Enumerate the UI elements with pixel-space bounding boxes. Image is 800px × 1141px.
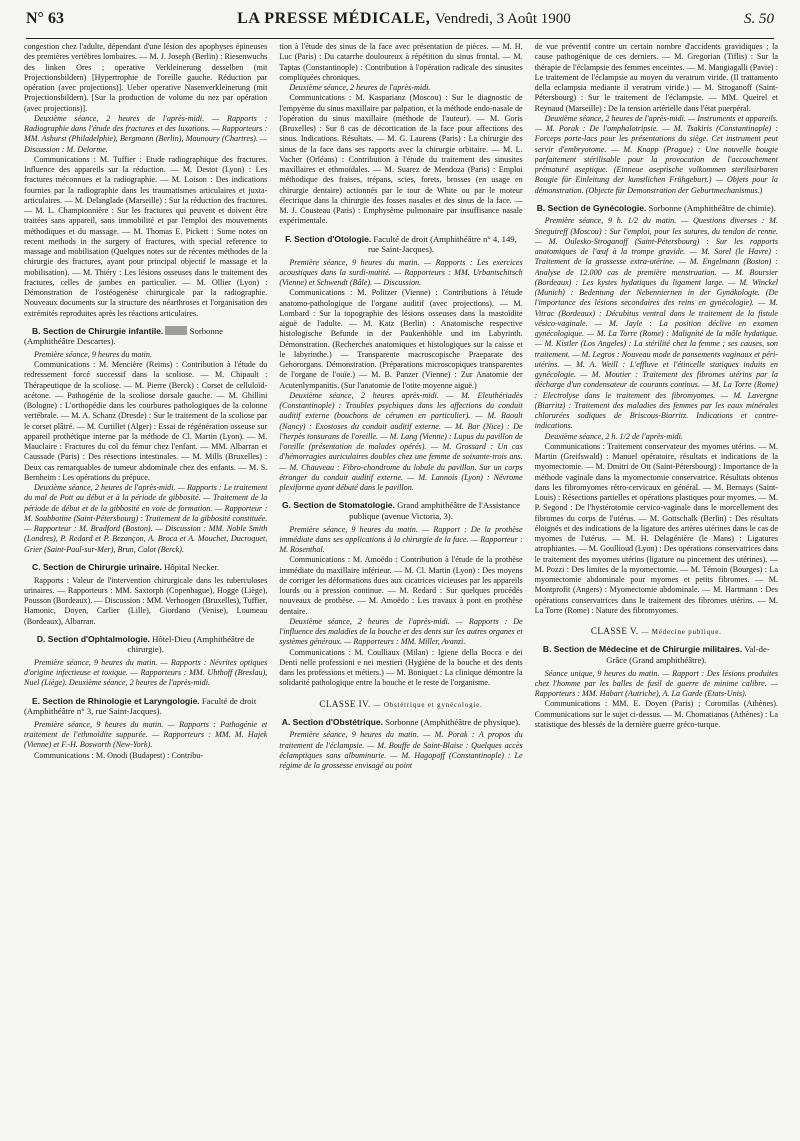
session-paragraph: Deuxième séance, 2 heures de l'après-midi. — Instruments et appareils. — M. Porak : De l'omphalotripsie. — M. Tsakiris (Constantinople) : Forceps porte-lacs pour les présentations du siège. Cet instrument peut servir d'embryotome. — M. Knapp (Prague) : Une nouvelle bougie parfaitement stérilisable pour la provocation de l'accouchement prématuré aseptique. (Einneue aseptische volkommen sterilisirbaren Bougie für Einleitung der kunstlichen Frühgeburt.) — Objets pour la démonstration. (Objecte für Demonstration der Geburtmechanismus.): [534, 113, 778, 195]
section-heading: [279, 717, 522, 728]
page-header: [26, 10, 774, 39]
session-paragraph: Première séance, 9 heures du matin. — M. Porak : A propos du traitement de l'éclampsie. — M. Bouffe de Saint-Blaise : Quelques accès éclamptiques sans albuminurie. — M. Hagopoff (Constantinople) : Le régime de la grossesse envisagé au point: [279, 730, 523, 771]
paragraph: Communications : M. Amoëdo : Contribution à l'étude de la prothèse immédiate du maxillaire inférieur. — M. Cl. Martin (Lyon) : Des moyens de corriger les déformations dues aux cicatrices vicieuses par les appareils lourds ou à pression continue. — M. Redard : Sur quelques procédés nouveaux de prothèse. — M. Amoëdo : Les travaux à pont en prothèse dentaire.: [279, 555, 523, 616]
section-venue: Val-de-Grâce (Grand amphithéâtre).: [606, 644, 770, 665]
column-middle: [279, 42, 522, 1135]
section-venue: Sorbonne (Amphithéâtre de chimie).: [648, 202, 776, 213]
section-title: B. Section de Chirurgie infantile.: [32, 325, 164, 336]
page-folio: S. 50: [744, 11, 774, 27]
column-right: [535, 42, 778, 1135]
section-heading: [279, 234, 522, 255]
class-title: CLASSE V.: [590, 626, 639, 637]
section-heading: [535, 644, 778, 665]
paragraph: Communications : M. Onodi (Budapest) : Contribu-: [34, 750, 204, 760]
section-heading: [24, 562, 267, 573]
section-title: B. Section de Gynécologie.: [536, 202, 647, 213]
section-heading: [24, 696, 267, 717]
section-title: F. Section d'Otologie.: [285, 233, 372, 244]
paragraph: tion à l'étude des sinus de la face avec présentation de pièces. — M. H. Luc (Paris) : Du catarrhe douloureux à répétition du sinus frontal. — M. Taptas (Constantinople) : Contribution à l'opération radicale des sinusites compliquées chroniques.: [279, 42, 523, 82]
journal-title: LA PRESSE MÉDICALE,: [237, 10, 431, 27]
section-venue: Faculté de droit (Amphithéâtre n° 4, 149, rue Saint-Jacques).: [367, 233, 517, 255]
class-subtitle: — Obstétrique et gynécologie.: [373, 700, 483, 709]
session-paragraph: Deuxième séance, 2 heures de l'après-midi. — Rapports : Le traitement du mal de Pott au début et à la période de gibbosité. — Traitement de la période de début et de la gibbosité en voie de formation. — Rapporteur : M. Soubbotine (Saint-Pétersbourg) : Traitement de la gibbosité constituée. — Rapporteur : M. Bradford (Boston). — Discussion : MM. Noble Smith (Londres), P. Redard et P. Bezançon, A. Broca et A. Mouchet, Ducroquet, Grier (Saint-Paul-sur-Mer), Brun, Calot (Berck).: [24, 483, 268, 554]
text-columns: [24, 42, 778, 1135]
session-paragraph: Première séance, 9 heures du matin. — Rapports : Pathogénie et traitement de l'ethmoïdite suppurée. — Rapporteurs : MM. M. Hajek (Vienne) et F.-H. Bosworth (New-York).: [24, 719, 268, 750]
section-title: E. Section de Rhinologie et Laryngologie.: [32, 695, 200, 706]
class-title: CLASSE IV.: [319, 698, 371, 709]
section-heading: [24, 634, 267, 655]
issue-date: Vendredi, 3 Août 1900: [434, 11, 571, 27]
paragraph: Communications : MM. E. Doyen (Paris) ; Coromilas (Athènes). Communications sur le sujet ci-dessus. — M. Chomatianos (Athènes) : La statistique des blessés de la dernière guerre gréco-turque.: [534, 699, 778, 729]
issue-number: N° 63: [26, 10, 64, 27]
section-venue: Faculté de droit (Amphithéâtre n° 3, rue Saint-Jacques).: [24, 695, 257, 717]
session-paragraph: Première séance, 9 heures du matin.: [34, 349, 153, 359]
session-paragraph: Première séance, 9 heures du matin. — Rapport : De la prothèse immédiate dans ses applications à la chirurgie de la face. — Rapporteur : M. Rosenthal.: [279, 524, 523, 555]
section-venue: Sorbonne (Amphithéâtre de physique).: [385, 716, 521, 727]
paragraph: Rapports : Valeur de l'intervention chirurgicale dans les tuberculoses urinaires. — Rapporteurs : MM. Saxtorph (Copenhague), Hogge (Liège), Pousson (Bordeaux). — Discussion : MM. Verhoogen (Bruxelles), Tuffier, Hamonic, Doyen, Carlier (Lille), Giordano (Venise), Loumeau (Bordeaux), Albarran.: [24, 575, 268, 626]
class-heading: [535, 626, 778, 637]
session-paragraph: Séance unique, 9 heures du matin. — Rapport : Des lésions produites chez l'homme par les balles de fusil de guerre de minime calibre. — Rapporteurs : MM. Habart (Autriche), A. La Garde (Etats-Unis).: [534, 668, 778, 699]
section-title: C. Section de Chirurgie urinaire.: [32, 561, 162, 572]
section-title: G. Section de Stomatologie.: [282, 500, 395, 511]
paragraph: Communications : M. Politzer (Vienne) : Contributions à l'étude anatomo-pathologique de l'organe auditif (avec projections). — M. Lombard : Sur la topographie des lésions osseuses dans la mastoïdite aiguë de l'adulte. — M. Katz (Berlin) : Anatomische respective histologische Befunde in der Paukenhöhle und im Labyrinth. Démonstration. (Recherches anatomiques et histologiques sur la caisse et le labyrinthe.) — Transparente macroscopische Praeparate des Gehororgans. Démonstration. (Préparations microscopiques transparentes de l'organe de l'ouïe.) — M. B. Panzer (Vienne) : Zur Anatomie der Acutenlympanitis. (Sur l'anatomie de l'otite moyenne aiguë.): [279, 288, 523, 390]
session-paragraph: Première séance, 9 h. 1/2 du matin. — Questions diverses : M. Sneguireff (Moscou) : Sur l'emploi, pour les sutures, du tendon de renne. — M. Oulesko-Stroganoff (Saint-Pétersbourg) : Sur les rapports anatomiques de l'œuf à la trompe gravide. — M. Sorel (le Havre) : Traitement de la grossesse extra-utérine. — M. Engelmann (Boston) : Analyse de 12.000 cas de première menstruation. — M. Boursier (Bordeaux) : Les kystes hydatiques du ligament large. — M. Winckel (Munich) : Bedentung der Nebenniernen in der Gynäkologie. (De l'importance des lésions secondaires des reins en gynécologie). — M. Vitrac (Bordeaux) : Décubitus ventral dans le traitement de la fistule vésico-vaginale. — M. Jayle : La position déclive en examen gynécologique. — M. La Torre (Rome) : Malignité de la môle hydatique. — M. Kistler (Los Angeles) : La stérilité chez la femme ; ses causes, son traitement. — M. Legros : Nouveau mode de pansements vaginaux et péri-utérins. — M. A. Weill : L'effluve et l'étincelle statiques induits en gynécologie. — M. Moutier : Traitement des fibromes utérins par la décharge d'un condensateur de courants continus. — M. La Torre (Rome) : Electrolyse dans le traitement des fibromyomes. — M. Lavergne (Biarritz) : Traitement des maladies des femmes par les eaux minérales chlorurées sodiques de Briscous-Biarritz. Indications et contre-indications.: [534, 216, 778, 431]
paragraph: Communications : M. Coulliaux (Milan) : Igiene della Bocca e dei Denti nelle professioni e nei mestieri (Hygiène de la bouche et des dents dans les professions et métiers.) — M. Boniquet : La clinique démontre la solidarité pathologique entre la bouche et le reste de l'organisme.: [279, 647, 523, 688]
section-title: D. Section d'Ophtalmologie.: [36, 633, 150, 644]
class-subtitle: — Médecine publique.: [641, 628, 722, 637]
section-heading: [279, 500, 522, 521]
session-paragraph: Première séance, 9 heures du matin. — Rapports : Névrites optiques d'origine infectieuse et toxique. — Rapporteurs : MM. Uhthoff (Breslau), Nuel (Liège). Deuxième séance, 2 heures de l'après-midi.: [24, 657, 268, 688]
paragraph: Communications : M. Tuffier : Etude radiographique des fractures. Influence des appareils sur la réduction. — M. Destot (Lyon) : Les fractures méconnues et la radiographie. — M. Loison : Des indications fournies par la radiographie dans les traumatismes articulaires et juxta-articulaires. — M. Delanglade (Marseille) : Sur la réduction des fractures. — M. L. Championnière : Sur les fractures qui peuvent et doivent être traitées sans appareil, sans immobilité et par l'emploi des mouvements méthodiques et du massage. — M. Thomas E. Pickett : Some notes on recent methods in the surgery of fractures, with special reference to massage and mobilisation (Quelques notes sur de récentes méthodes de la chirurgie des fractures, ayant pour principal objectif le massage et la mobilisation). — M. Thiéry : Les lésions osseuses dans le traitement des fractures, celles de jambes en particulier. — M. Ollier (Lyon) : Démonstration de l'ostéogenèse chirurgicale par la radiographie. Nouveaux documents sur la structure des néarthroses et l'organisation des extrémités reproduites après les réactions articulaires.: [24, 154, 268, 318]
paragraph: Communications : M. Mencière (Reims) : Contribution à l'étude du redressement forcé successif dans la scoliose. — M. Chipault : Thérapeutique de la scoliose. — M. Pierre (Berck) : Corset de celluloïd-acétone. — Pathogénie de la scoliose dorsale gauche. — M. Ghillini (Bologne) : L'orthopédie dans les courbures pathologiques de la colonne vertébrale. — M. A. Schanz (Dresde) : Sur le traitement de la scoliose par le corset plâtré. — M. Curtillet (Alger) : Essai de régénération osseuse sur appareil prothétique interne par la méthode de Cl. Martin (Lyon). — M. Mauclaire : Fractures du col du fémur chez l'enfant. — MM. Albarran et Caussade (Paris) : Des résections intestinales. — M. Mills (Bruxelles) : Deux cas remarquables de tumeur abdominale chez des enfants. — M. S. Bernheim : Les opérations du prépuce.: [24, 360, 268, 482]
column-left: [24, 42, 267, 1135]
section-venue: Hôpital Necker.: [164, 561, 220, 572]
class-heading: [279, 699, 522, 710]
paragraph: congestion chez l'adulte, dépendant d'une lésion des apophyses épineuses des premières vertèbres lombaires. — M. J. Joseph (Berlin) : Riesenwuchs des linken Ores ; operative Verkleinerung desselben (mit Projectionsbildern) [Hypertrophie de l'oreille gauche. Réduction par opération (avec projections)]. Ueber operative Nasenverkleinerung (mit Projectionsbildern). [Sur la production de volume du nez par opération (avec projections)].: [24, 42, 268, 113]
paragraph: Communications : Traitement conservateur des myomes utérins. — M. Martin (Greifswald) : Manuel opératoire, résultats et indications de la myomectomie. — M. Dmitri de Ott (Saint-Pétersbourg) : Importance de la méthode vaginale dans la myomectomie conservatrice. Résultats obtenus dans les fibromyomes rétro-cervicaux en général. — M. Bernays (Saint-Louis) : Résections partielles et opérations plastiques pour myomes. — M. P. Segond : De l'hystérotomie cervico-vaginale dans le morcellement des fibromes du corps de l'utérus. — M. Gottschalk (Berlin) : Des résultats éloignés et des indications de la ligature des artères utérines dans le cas de myomes de l'utérus. — M. H. Delagénière (le Mans) : Ligatures atrophiantes. — M. Goullioud (Lyon) : Des opérations conservatrices dans le traitement des myomes utérins (ligature ou pincement des utérines). — M. Pozzi : Des limites de la myomectomie. — M. Témoin (Bourges) : La myomectomie abdominale pour myomes et petits fibromes. — M. Montprofit (Angers) : Myomectomie abdominale. — M. Hartmann : Des opérations conservatrices dans le traitement des fibromes utérins. — M. La Torre (Rome) : Nature des fibromyomes.: [534, 441, 778, 615]
session-paragraph: Première séance, 9 heures du matin. — Rapports : Les exercices acoustiques dans la surdi-mutité. — Rapporteurs : MM. Urbantschitsch (Vienne) et Schwendt (Bâle). — Discussion.: [279, 257, 523, 288]
ink-blot: [165, 326, 187, 335]
session-paragraph: Deuxième séance, 2 heures de l'après-midi. — Rapports : Radiographie dans l'étude des fractures et des luxations. — Rapporteurs : MM. Ashurst (Philadelphie), Bergmann (Berlin), Maunoury (Chartres). — Discussion : M. Delorme.: [24, 113, 268, 154]
section-venue: Grand amphithéâtre de l'Assistance publique (avenue Victoria, 3).: [349, 500, 520, 522]
session-paragraph: Deuxième séance, 2 h. 1/2 de l'après-midi.: [544, 431, 683, 441]
section-venue: Sorbonne (Amphithéâtre Descartes).: [24, 325, 223, 347]
masthead: [237, 10, 571, 28]
paragraph: Communications : M. Kasparianz (Moscou) : Sur le diagnostic de l'empyème du sinus maxillaire par palpation, et la méthode endo-nasale de l'opération du sinus maxillaire (méthode de l'auteur). — M. Goris (Bruxelles) : Sur 8 cas de décortication de la face pour affections des sinus. Indications. Résultats. — M. G. Laurens (Paris) : La chirurgie des sinus de la face dans ses rapports avec la chirurgie orbitaire. — M. L. Vacher (Orléans) : Contribution à l'étude du traitement des sinusites maxillaires et ethmoïdales. — M. Suarez de Mendoza (Paris) : Emploi méthodique des fraises, trépans, scies, forets, brosses (en usage en chirurgie dentaire) actionnés par le tour de White ou par le moteur électrique dans la chirurgie des fosses nasales et des sinus de la face. — M. J. Cousteau (Paris) : Emphysème pulmonaire par insuffisance nasale expérimentale.: [279, 93, 523, 226]
section-title: B. Section de Médecine et de Chirurgie militaires.: [542, 644, 743, 655]
paragraph: de vue préventif contre un certain nombre d'accidents gravidiques ; la cause pathogénique de ces derniers. — M. Gregorian (Tiflis) : Sur la thérapie de l'éclampsie des femmes enceintes. — M. Mangiagalli (Pavie) : Le traitement de l'éclampsie au moyen du veratrum viride. (Il trattamento della eclampsia mediante il veratrum viride.) — M. Stroganoff (Saint-Pétersbourg) : Sur le traitement de l'éclampsie. — MM. Queirel et Reynaud (Marseille) : De la tension artérielle dans l'état puerpéral.: [534, 42, 778, 113]
section-venue: Hôtel-Dieu (Amphithéâtre de chirurgie).: [127, 633, 255, 655]
session-paragraph: Deuxième séance, 2 heures de l'après-midi. — Rapports : De l'influence des maladies de la bouche et des dents sur les autres organes et systèmes généraux. — Rapporteurs : MM. Miller, Avanzi.: [279, 616, 523, 647]
session-paragraph: Deuxième séance, 2 heures de l'après-midi.: [289, 83, 431, 92]
session-paragraph: Deuxième séance, 2 heures après-midi. — M. Eleuthériadès (Constantinople) : Troubles psychiques dans les affections du conduit auditif externe (bouchons de cérumen en particulier). — M. Raoult (Nancy) : Exostoses du conduit auditif externe. — M. Bar (Nice) : De l'herpès tonsurans de l'oreille. — M. Lang (Vienne) : Lupus du pavillon de l'oreille (présentation de malades opérés). — M. Grossard : Un cas d'hémorragies auriculaires doubles chez une femme de soixante-trois ans. — M. Chauveau : Fibro-chondrome du lobule du pavillon. Sur un corps étranger du conduit auditif externe. — M. Lannois (Lyon) : Névrome plexiforme ayant débuté dans le pavillon.: [279, 390, 523, 493]
section-heading: [24, 326, 267, 347]
section-heading: [535, 203, 778, 214]
section-title: A. Section d'Obstétrique.: [281, 716, 383, 727]
